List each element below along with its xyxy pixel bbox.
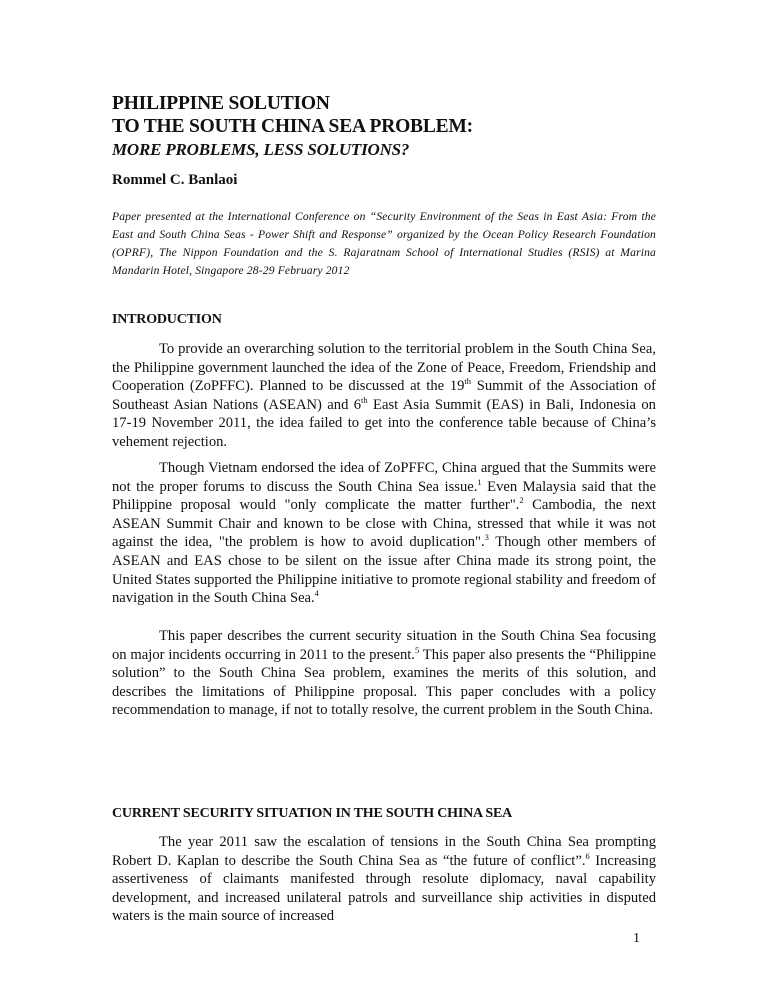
text-run: Though Vietnam endorsed the idea of ZoPFFC, China argued that the Summits were not the proper forums to discuss the South China Sea issue. (112, 460, 656, 495)
title-subtitle: MORE PROBLEMS, LESS SOLUTIONS? (112, 140, 410, 159)
title-line-2: TO THE SOUTH CHINA SEA PROBLEM: (112, 116, 473, 137)
text-run: Even Malaysia said that the Philippine proposal would "only complicate the matter further". (112, 478, 656, 514)
current-security-paragraph-1 (112, 833, 656, 926)
intro-paragraph-2 (112, 459, 656, 608)
text-run: The year 2011 saw the escalation of tensions in the South China Sea prompting Robert D. Kaplan to describe the South China Sea as “the future of conflict”. (112, 834, 656, 869)
author-name: Rommel C. Banlaoi (112, 172, 238, 188)
title-line-1: PHILIPPINE SOLUTION (112, 93, 330, 114)
paper-title (112, 92, 656, 161)
text-run: To provide an overarching solution to the territorial problem in the South China Sea, the Philippine government launched the idea of the Zone of Peace, Freedom, Friendship and Cooperation (ZoPFFC). Planned to be discussed at the 19 (112, 341, 656, 395)
section-heading-introduction: INTRODUCTION (112, 312, 222, 327)
ordinal-superscript: th (361, 394, 368, 405)
text-run: Summit of the Association of Southeast Asian Nations (ASEAN) and 6 (112, 378, 656, 413)
presentation-note: Paper presented at the International Conference on “Security Environment of the Seas in East Asia: From the East and South China Seas - Power Shift and Response” organized by the Ocean Policy Research Foundation (OPRF), The Nippon Foundation and the S. Rajaratnam School of International Studies (RSIS) at Marina Mandarin Hotel, Singapore 28-29 February 2012 (112, 210, 656, 277)
text-run: East Asia Summit (EAS) in Bali, Indonesia on 17-19 November 2011, the idea failed to get into the conference table because of China’s vehement rejection. (112, 396, 656, 450)
intro-paragraph-3 (112, 627, 656, 720)
text-run: Though other members of ASEAN and EAS chose to be silent on the issue after China made its strong point, the United States supported the Philippine initiative to promote regional stability and freedom of navigation in the South China Sea. (112, 534, 656, 607)
ordinal-superscript: th (464, 376, 472, 387)
page-number: 1 (633, 931, 640, 946)
text-run: Cambodia, the next ASEAN Summit Chair and known to be close with China, stressed that while it was not against the idea, "the problem is how to avoid duplication". (112, 497, 656, 551)
text-run: Increasing assertiveness of claimants manifested through resolute diplomacy, naval capability development, and increased unilateral patrols and surveillance ship activities in disputed waters is the main source of increased (112, 852, 656, 925)
footnote-ref-5[interactable]: 5 (414, 644, 420, 655)
footnote-ref-2[interactable]: 2 (519, 495, 524, 506)
text-run: This paper also presents the “Philippine solution” to the South China Sea problem, examines the merits of this solution, and describes the limitations of Philippine proposal. This paper concludes with a policy recommendation to manage, if not to totally resolve, the current problem in the South China. (112, 646, 656, 719)
text-run: This paper describes the current security situation in the South China Sea focusing on major incidents occurring in 2011 to the present. (112, 628, 656, 663)
footnote-ref-6[interactable]: 6 (585, 850, 590, 861)
footnote-ref-1[interactable]: 1 (477, 476, 482, 487)
section-heading-current-security: CURRENT SECURITY SITUATION IN THE SOUTH CHINA SEA (112, 806, 513, 821)
footnote-ref-4[interactable]: 4 (314, 588, 319, 599)
footnote-ref-3[interactable]: 3 (484, 532, 489, 543)
intro-paragraph-1 (112, 340, 656, 452)
